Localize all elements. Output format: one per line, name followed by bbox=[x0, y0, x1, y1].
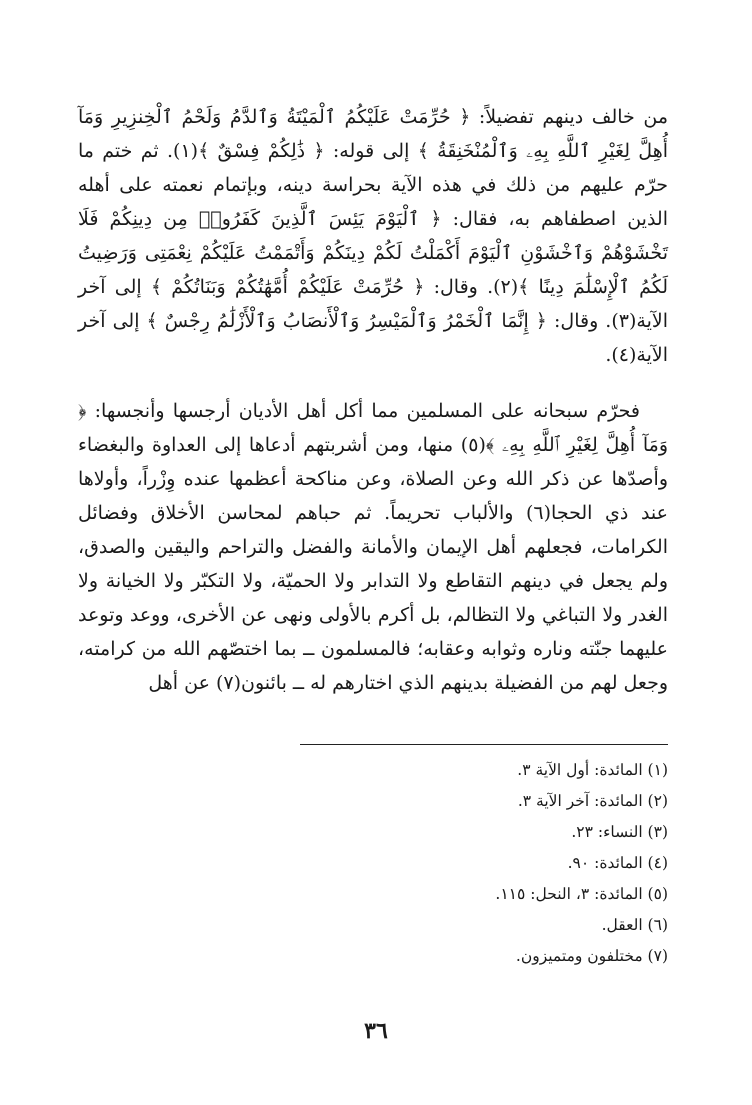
main-text bbox=[78, 100, 668, 700]
footnotes bbox=[300, 744, 668, 972]
footnote-3: (٣) النساء: ٢٣. bbox=[571, 823, 668, 841]
footnote-1: (١) المائدة: أول الآية ٣. bbox=[517, 761, 668, 779]
footnote-7: (٧) مختلفون ومتميزون. bbox=[515, 947, 668, 965]
footnote-6: (٦) العقل. bbox=[601, 916, 668, 934]
footnote-2: (٢) المائدة: آخر الآية ٣. bbox=[517, 792, 668, 810]
page-number: ٣٦ bbox=[364, 1018, 388, 1044]
paragraph-2: فحرّم سبحانه على المسلمين مما أكل أهل الأديان أرجسها وأنجسها: ﴿ وَمَآ أُهِلَّ لِغَيْرِ ٱللَّهِ بِهِۦ ﴾(٥) منها، ومن أشربتهم أدعاها إلى العداوة والبغضاء وأصدّها عن ذكر الله وعن الصلاة، وعن مناكحة أعظمها عنده وِزْراً، وأولاها عند ذي الحجا(٦) والألباب تحريماً. ثم حباهم لمحاسن الأخلاق وفضائل الكرامات، فجعلهم أهل الإيمان والأمانة والفضل والتراحم واليقين والصدق، ولم يجعل في دينهم التقاطع ولا التدابر ولا الحميّة، ولا التكبّر ولا الخيانة ولا الغدر ولا التباغي ولا التظالم، بل أكرم بالأولى ونهى عن الأخرى، ووعد وتوعد عليهما جنّته وناره وثوابه وعقابه؛ فالمسلمون ــ بما اختصّهم الله من كرامته، وجعل لهم من الفضيلة بدينهم الذي اختارهم له ــ بائنون(٧) عن أهل bbox=[78, 400, 669, 694]
footnote-4: (٤) المائدة: ٩٠. bbox=[567, 854, 668, 872]
footnote-5: (٥) المائدة: ٣، النحل: ١١٥. bbox=[495, 885, 668, 903]
paragraph-1: من خالف دينهم تفضيلاً: ﴿ حُرِّمَتْ عَلَيْكُمُ ٱلْمَيْتَةُ وَٱلدَّمُ وَلَحْمُ ٱلْخِنزِيرِ وَمَآ أُهِلَّ لِغَيْرِ ٱللَّهِ بِهِۦ وَٱلْمُنْخَنِقَةُ ﴾ إلى قوله: ﴿ ذَٰلِكُمْ فِسْقٌ ﴾(١). ثم ختم ما حرّم عليهم من ذلك في هذه الآية بحراسة دينه، وبإتمام نعمته على أهله الذين اصطفاهم به، فقال: ﴿ ٱلْيَوْمَ يَئِسَ ٱلَّذِينَ كَفَرُوا۟ مِن دِينِكُمْ فَلَا تَخْشَوْهُمْ وَٱخْشَوْنِ ٱلْيَوْمَ أَكْمَلْتُ لَكُمْ دِينَكُمْ وَأَتْمَمْتُ عَلَيْكُمْ نِعْمَتِى وَرَضِيتُ لَكُمُ ٱلْإِسْلَٰمَ دِينًا ﴾(٢). وقال: ﴿ حُرِّمَتْ عَلَيْكُمْ أُمَّهَٰتُكُمْ وَبَنَاتُكُمْ ﴾ إلى آخر الآية(٣). وقال: ﴿ إِنَّمَا ٱلْخَمْرُ وَٱلْمَيْسِرُ وَٱلْأَنصَابُ وَٱلْأَزْلَٰمُ رِجْسٌ ﴾ إلى آخر الآية(٤). bbox=[78, 106, 669, 366]
